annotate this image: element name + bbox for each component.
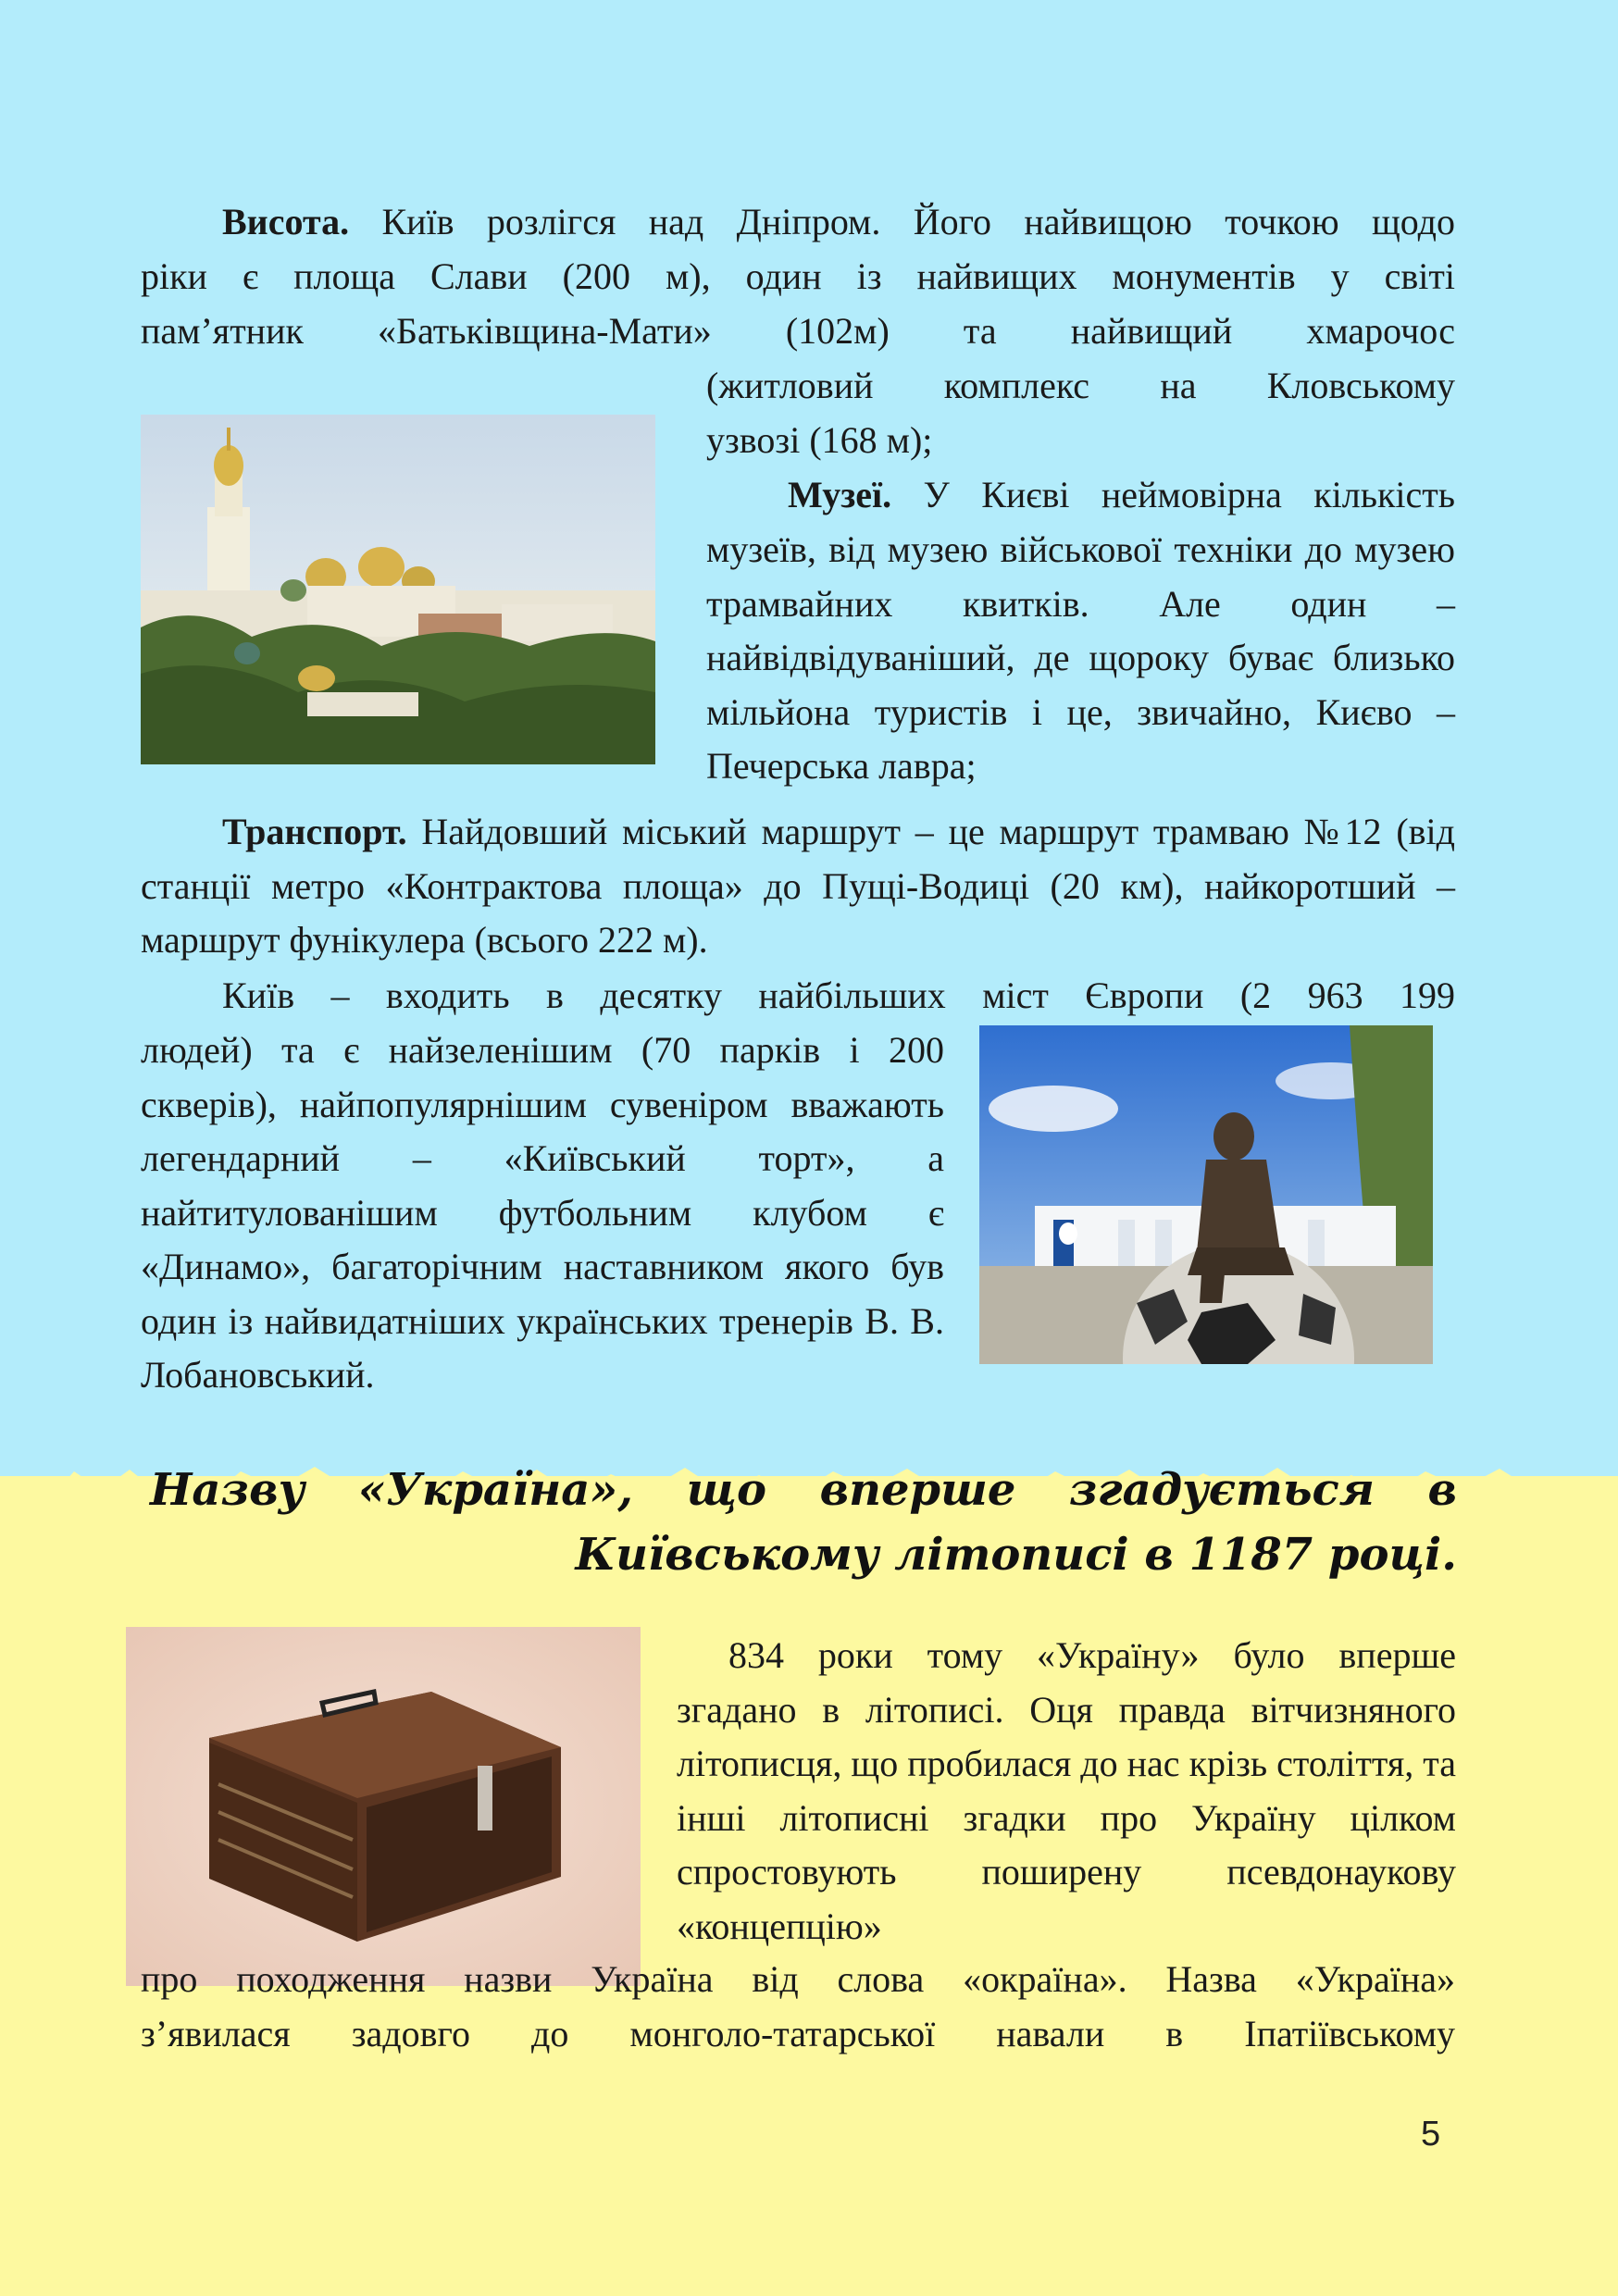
- chronicle-line-1: про походження назви Україна від слова «окраїна». Назва «Україна»: [141, 1958, 1455, 2000]
- heights-line-4: (житловий комплекс на Кловському: [706, 365, 1455, 406]
- chronicle-book-photo: [126, 1627, 641, 1986]
- kyiv-paragraph: людей) та є найзеленішим (70 парків і 200 скверів), найпопулярнішим сувеніром вважають легендарний – «Київський торт», а найтитулованішим футбольним клубом є «Динамо», багаторічним наставником якого був один із найвидатніших українських тренерів В. В. Лобановський.: [141, 1029, 944, 1396]
- heading-line-1: Назву «Україна», що вперше згадується в: [150, 1464, 1457, 1516]
- heights-para-top: Висота. Київ розлігся над Дніпром. Його найвищою точкою щодо: [222, 201, 1455, 242]
- transport-paragraph: Транспорт. Найдовший міський маршрут – це маршрут трамваю №12 (від станції метро «Контрактова площа» до Пущі-Водиці (20 км), найкоротший – маршрут фунікулера (всього 222 м).: [141, 811, 1455, 961]
- museums-first-line: Музеї. У Києві неймовірна кількість: [788, 474, 1455, 515]
- heading-line-2: Київському літописі в 1187 році.: [575, 1529, 1457, 1581]
- museums-paragraph: музеїв, від музею військової техніки до музею трамвайних квитків. Але один – найвідвідуваніший, де щороку буває близько мільйона туристів і це, звичайно, Києво –Печерська лавра;: [706, 528, 1455, 787]
- heights-line-3: пам’ятник «Батьківщина-Мати» (102м) та найвищий хмарочос: [141, 310, 1455, 352]
- section-heading: [150, 1458, 1457, 1587]
- museums-term: Музеї.: [788, 474, 892, 515]
- kyiv-first-line: Київ – входить в десятку найбільших міст Європи (2 963 199: [222, 974, 1455, 1016]
- lobanovsky-monument-photo: [979, 1025, 1433, 1364]
- chronicle-paragraph: 834 роки тому «Україну» було вперше згадано в літописі. Оця правда вітчизняного літописця, що пробилася до нас крізь століття, та інші літописні згадки про Україну цілком спростовують поширену псевдонаукову «концепцію»: [677, 1634, 1456, 1947]
- transport-term: Транспорт.: [222, 811, 407, 852]
- lavra-photo: [141, 415, 655, 764]
- heights-line-5: узвозі (168 м);: [706, 419, 933, 461]
- heights-line-2: ріки є площа Слави (200 м), один із найвищих монументів у світі: [141, 255, 1455, 297]
- chronicle-line-2: з’явилася задовго до монголо-татарської навали в Іпатіївському: [141, 2013, 1455, 2054]
- page-number: 5: [1421, 2115, 1441, 2153]
- heights-term: Висота.: [222, 201, 350, 242]
